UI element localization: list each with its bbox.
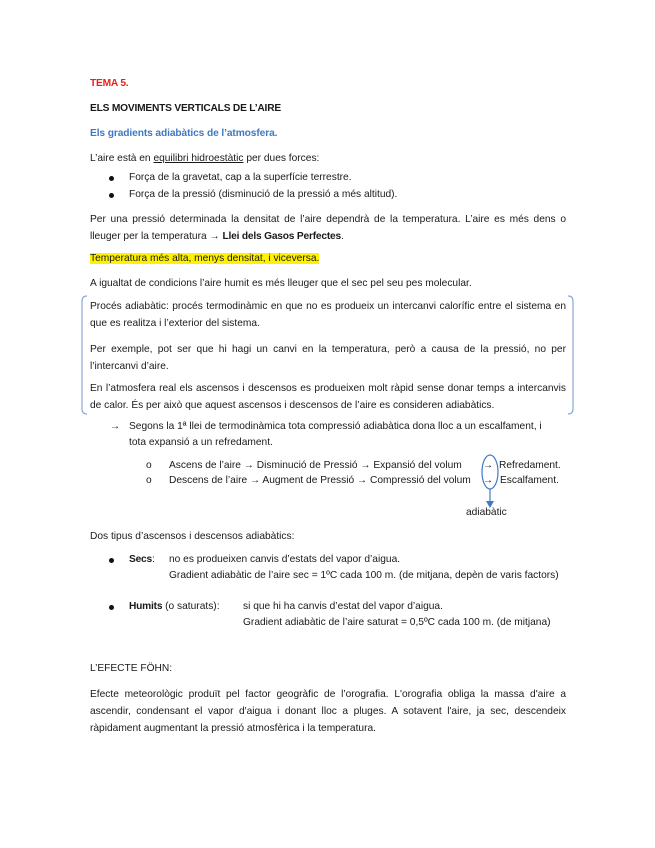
adiabatic-annotation-icon [476,452,506,514]
chain-ascent-arrow: → [483,460,494,471]
circle-bullet-marker: o [146,475,152,486]
force-item: Força de la gravetat, cap a la superfície terrestre. [129,172,352,183]
type-dry-label [129,553,155,567]
law-name: Llei dels Gasos Perfectes [222,231,341,242]
bullet-icon [109,176,114,181]
types-intro: Dos tipus d’ascensos i descensos adiabàtics: [90,531,295,542]
adiabatic-example: Per exemple, pot ser que hi hagi un canvi en la temperatura, però a causa de la pressió, no per l’intercanvi d’aire. [90,344,566,372]
law1-line1: Segons la 1ª llei de termodinàmica tota compressió adiabàtica dona lloc a un escalfament, i [129,421,542,432]
intro-term: equilibri hidroestàtic [153,153,244,164]
type-humid-colon: : [216,601,220,612]
type-dry-line1: no es produeixen canvis d’estats del vapor d’aigua. [169,554,401,565]
chain-ascent-text: Ascens de l’aire → Disminució de Pressió → Expansió del volum [169,460,462,471]
arrow-icon: → [110,421,121,432]
adiabatic-definition: Procés adiabàtic: procés termodinàmic en que no es produeix un intercanvi calorífic entre el sistema en que es realitza i l’exterior del sistema. [90,301,566,329]
highlight-text: Temperatura més alta, menys densitat, i viceversa. [90,253,320,264]
density-text: Per una pressió determinada la densitat de l’aire dependrà de la temperatura. L’aire es més dens o lleuger per la temperatura → [90,214,566,242]
chain-ascent-result: Refredament. [499,460,561,471]
type-humid-name: Humits [129,601,163,612]
type-dry-line2: Gradient adiabàtic de l’aire sec = 1ºC cada 100 m. (de mitjana, depèn de varis factors) [169,570,559,581]
density-end: . [340,231,344,242]
fohn-paragraph: Efecte meteorològic produït pel factor geogràfic de l’orografia. L'orografia obliga la massa d'aire a ascendir, condensant el vapor d'aigua i donant lloc a pluges. A sotavent l'aire, ja sec, descendeix ràpidament augmentant la pressió atmosfèrica i la temperatura. [90,689,566,734]
bullet-icon [109,605,114,610]
fohn-title: L’EFECTE FÖHN: [90,663,173,674]
intro-before: L’aire està en [90,153,154,164]
left-brace-icon [80,295,88,415]
type-humid-label [129,600,220,614]
intro-after: per dues forces: [243,153,320,164]
chain-descent-result: Escalfament. [500,475,559,486]
type-humid-line2: Gradient adiabàtic de l’aire saturat = 0,5ºC cada 100 m. (de mitjana) [243,617,551,628]
humid-paragraph: A igualtat de condicions l’aire humit es més lleuger que el sec pel seu pes molecular. [90,278,472,289]
highlight-line [90,252,319,266]
right-brace-icon [567,295,575,415]
law1-line2: tota expansió a un refredament. [129,437,273,448]
intro-line [90,152,319,166]
section-subtitle: Els gradients adiabàtics de l’atmosfera. [90,128,278,139]
type-dry-name: Secs [129,554,152,565]
circle-bullet-marker: o [146,460,152,471]
bullet-icon [109,193,114,198]
adiabatic-reason: En l’atmosfera real els ascensos i descensos es produeixen molt ràpid sense donar temps a intercanvis de calor. És per això que aquest ascensos i descensos de l’aire es consideren adiabàtics. [90,383,566,411]
page-title: ELS MOVIMENTS VERTICALS DE L’AIRE [90,103,281,114]
chain-descent-text: Descens de l’aire → Augment de Pressió → Compressió del volum [169,475,471,486]
type-humid-qualifier: (o saturats) [162,601,217,612]
type-humid-line1: si que hi ha canvis d’estat del vapor d’aigua. [243,601,443,612]
adiabatic-label: adiabàtic [466,507,507,518]
chain-descent-arrow: → [483,475,494,486]
type-dry-colon: : [152,554,155,565]
bullet-icon [109,558,114,563]
topic-label: TEMA 5. [90,78,129,89]
force-item: Força de la pressió (disminució de la pressió a més altitud). [129,189,398,200]
density-paragraph [90,211,566,245]
